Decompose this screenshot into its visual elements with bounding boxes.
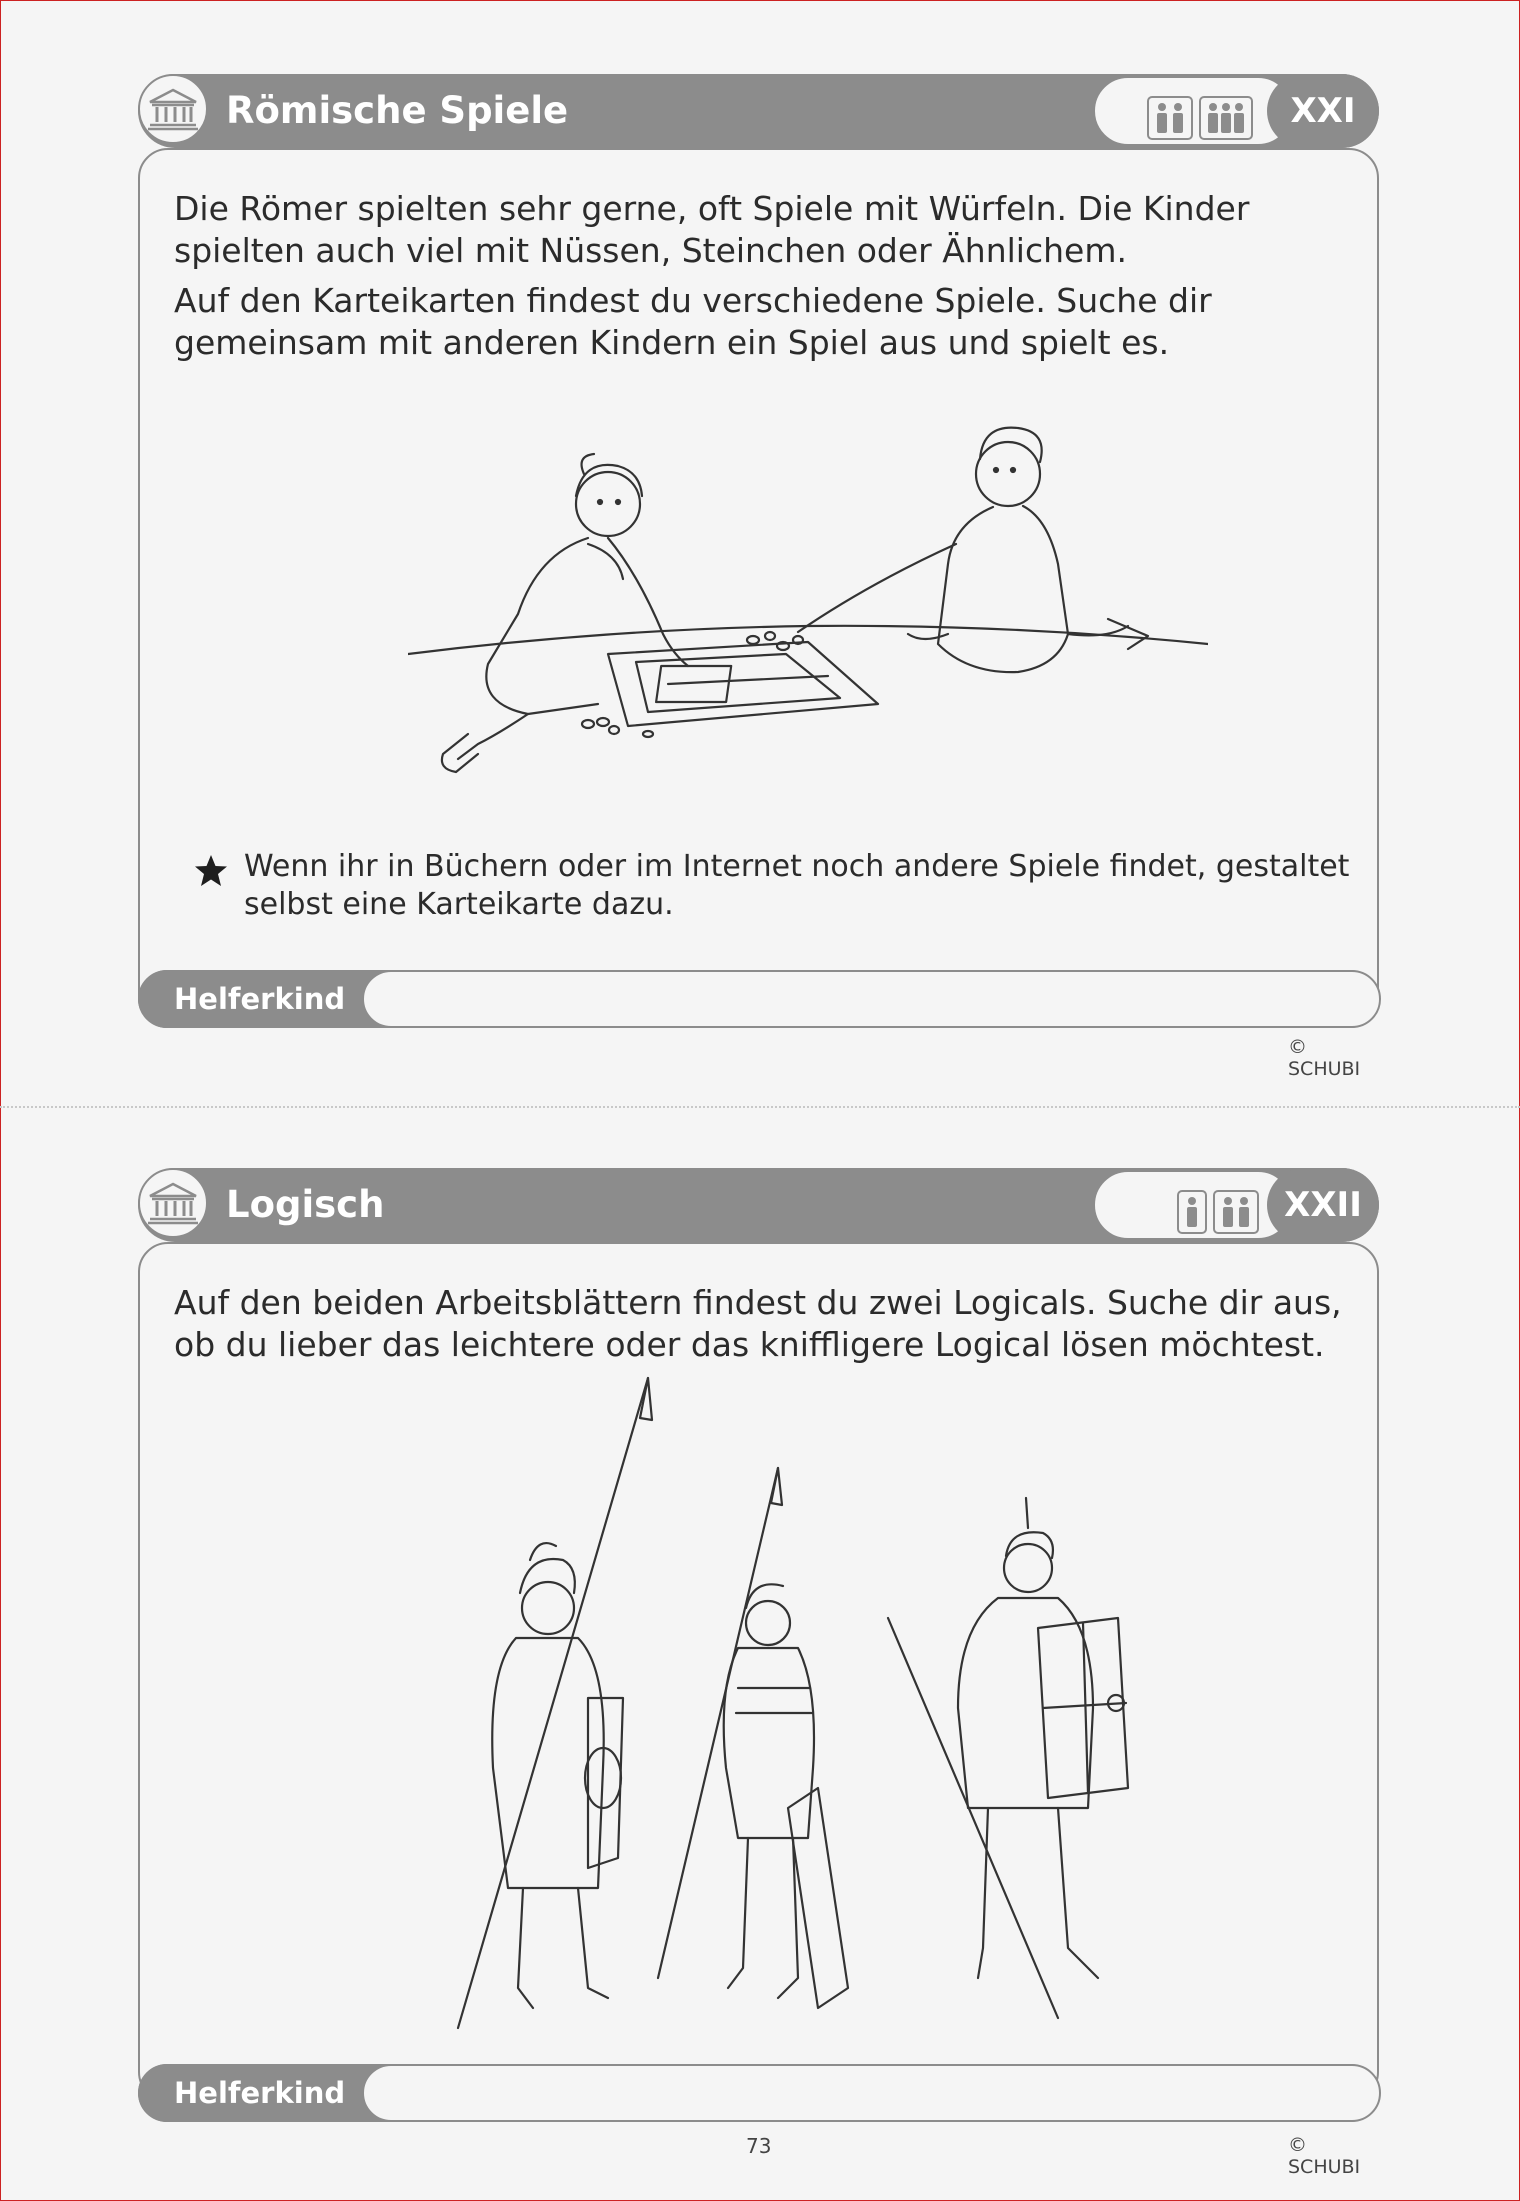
social-form-indicator xyxy=(1093,76,1293,146)
roman-soldiers-illustration xyxy=(438,1368,1258,2048)
intro-paragraph: Auf den beiden Arbeitsblättern findest du zwei Logicals. Suche dir aus, ob du lieber das leichtere oder das kniffligere Logical lösen möchtest. xyxy=(174,1283,1342,1364)
group-icon xyxy=(1199,96,1253,140)
helper-name-input[interactable] xyxy=(362,970,1381,1028)
intro-paragraph: Die Römer spielten sehr gerne, oft Spiele mit Würfeln. Die Kinder spielten auch viel mit Nüssen, Steinchen oder Ähnlichem. xyxy=(174,189,1250,270)
card-title: Römische Spiele xyxy=(226,89,569,132)
children-playing-illustration xyxy=(408,404,1208,784)
single-icon xyxy=(1177,1190,1207,1234)
helper-label: Helferkind xyxy=(138,970,368,1028)
social-form-indicator xyxy=(1093,1170,1293,1240)
card-title: Logisch xyxy=(226,1183,385,1226)
card-header xyxy=(138,1168,1379,1242)
temple-icon xyxy=(138,1168,208,1238)
copyright: © SCHUBI xyxy=(1288,1036,1361,1080)
cut-line xyxy=(0,1106,1520,1108)
helper-field xyxy=(138,970,1379,1028)
helper-label: Helferkind xyxy=(138,2064,368,2122)
card-number-badge: XXII xyxy=(1267,1168,1379,1242)
star-icon xyxy=(194,854,228,888)
pair-icon xyxy=(1147,96,1193,140)
temple-icon xyxy=(138,74,208,144)
helper-field xyxy=(138,2064,1379,2122)
pair-icon xyxy=(1213,1190,1259,1234)
helper-name-input[interactable] xyxy=(362,2064,1381,2122)
star-task-text: Wenn ihr in Büchern oder im Internet noch andere Spiele findet, gestaltet selbst eine Karteikarte dazu. xyxy=(244,849,1350,922)
card-header xyxy=(138,74,1379,148)
copyright: © SCHUBI xyxy=(1288,2134,1361,2178)
page-number: 73 xyxy=(746,2134,772,2158)
card-number-badge: XXI xyxy=(1267,74,1379,148)
instruction-paragraph: Auf den Karteikarten findest du verschiedene Spiele. Suche dir gemeinsam mit anderen Kindern ein Spiel aus und spielt es. xyxy=(174,281,1212,362)
